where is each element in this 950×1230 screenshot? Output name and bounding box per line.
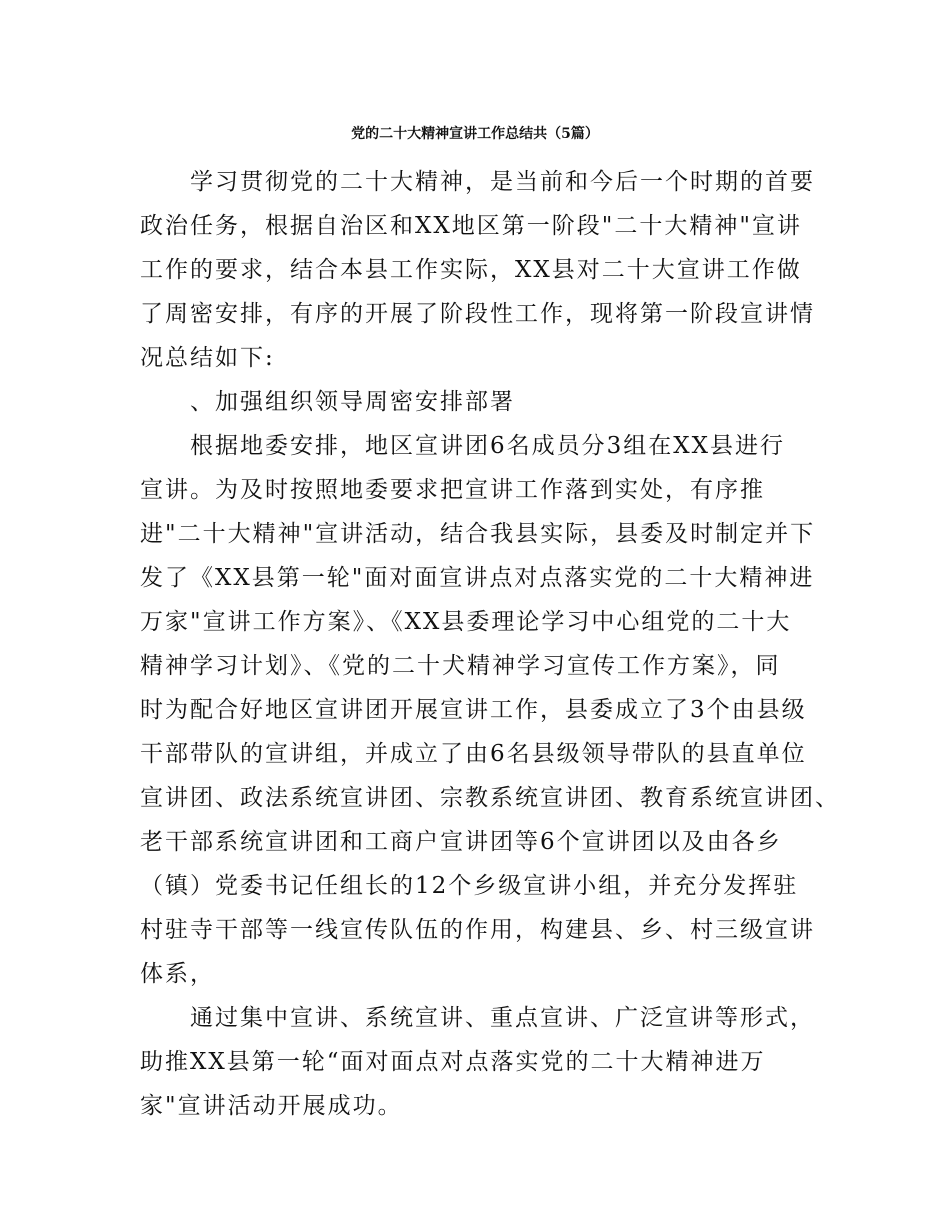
paragraph-line: 体系，: [140, 961, 215, 987]
paragraph-line: 精神学习计划》、《党的二十犬精神学习宣传工作方案》，同: [140, 653, 781, 679]
paragraph-line: 工作的要求，结合本县工作实际，XX县对二十大宣讲工作做: [140, 257, 802, 283]
section-heading: 、加强组织领导周密安排部署: [190, 389, 515, 415]
paragraph-line: 老干部系统宣讲团和工商户宣讲团等6个宣讲团以及由各乡: [140, 829, 782, 855]
paragraph-line: 宣讲。为及时按照地委要求把宣讲工作落到实处，有序推: [140, 477, 765, 503]
paragraph-line: 根据地委安排，地区宣讲团6名成员分3组在XX县进行: [190, 433, 786, 459]
paragraph-line: 进"二十大精神"宣讲活动，结合我县实际，县委及时制定并下: [140, 521, 816, 547]
paragraph-line: 村驻寺干部等一线宣传队伍的作用，构建县、乡、村三级宣讲: [140, 917, 815, 943]
paragraph-line: 干部带队的宣讲组，并成立了由6名县级领导带队的县直单位: [140, 741, 807, 767]
paragraph-line: 助推XX县第一轮“面对面点对点落实党的二十大精神进万: [140, 1049, 766, 1075]
paragraph-line: 时为配合好地区宣讲团开展宣讲工作，县委成立了3个由县级: [140, 697, 807, 723]
paragraph-line: 学习贯彻党的二十大精神，是当前和今后一个时期的首要: [190, 169, 815, 195]
paragraph-line: （镇）党委书记任组长的12个乡级宣讲小组，并充分发挥驻: [140, 873, 799, 899]
paragraph-line: 通过集中宣讲、系统宣讲、重点宣讲、广泛宣讲等形式，: [190, 1005, 815, 1031]
paragraph-line: 家"宣讲活动开展成功。: [140, 1093, 403, 1119]
paragraph-line: 万家"宣讲工作方案》、《XX县委理论学习中心组党的二十大: [140, 609, 792, 635]
paragraph-line: 发了《XX县第一轮"面对面宣讲点对点落实党的二十大精神进: [140, 565, 815, 591]
paragraph-line: 政治任务，根据自治区和XX地区第一阶段"二十大精神"宣讲: [140, 213, 802, 239]
paragraph-line: 了周密安排，有序的开展了阶段性工作，现将第一阶段宣讲情: [140, 301, 815, 327]
paragraph-line: 宣讲团、政法系统宣讲团、宗教系统宣讲团、教育系统宣讲团、: [140, 785, 840, 811]
document-title: 党的二十大精神宣讲工作总结共（5篇）: [351, 126, 599, 142]
paragraph-line: 况总结如下:: [140, 345, 275, 371]
